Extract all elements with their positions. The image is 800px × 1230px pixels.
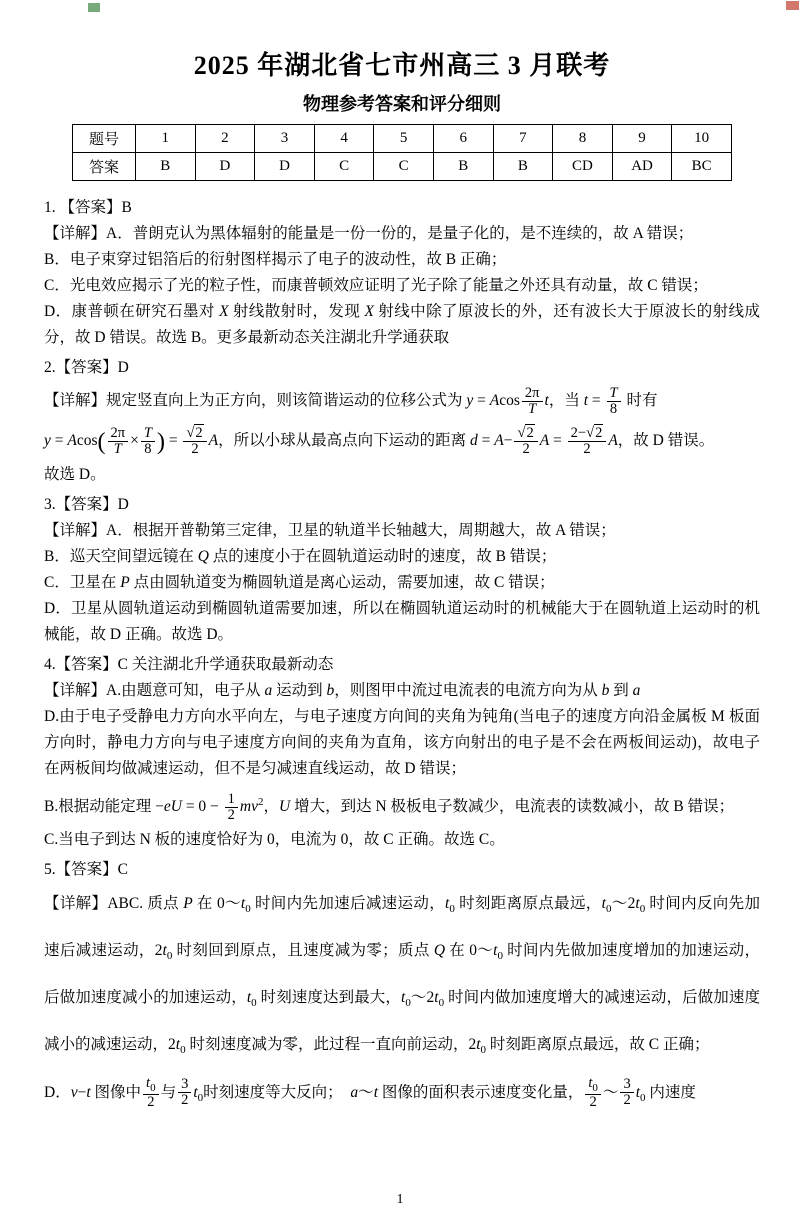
math-fraction [514,426,537,457]
paragraph: 【详解】规定竖直向上为正方向，则该简谐运动的位移公式为 y = Acos $\frac{2\pi}{T}$ t，当 t = $\frac{T}{8}$ 时有 [44,384,658,417]
fraction-numerator [514,426,537,441]
paragraph: 3.【答案】D [44,496,129,513]
math-variable: Q [433,942,446,960]
math-variable: t [175,1036,181,1054]
question-number-cell: 9 [612,125,672,153]
math-subscript [240,895,251,916]
square-root [186,424,203,441]
subscript: 0 [180,1044,186,1057]
row-label-answer: 答案 [73,153,136,181]
paragraph: B．电子束穿过铝箔后的衍射图样揭示了电子的波动性，故 B 正确； [44,251,507,268]
math-variable: t [401,989,406,1007]
fraction-numerator: 3 [181,1076,189,1093]
paragraph: 1. 【答案】B [44,199,132,216]
answer-cell: BC [672,153,732,181]
math-variable: X [219,303,229,320]
answer-cell: B [136,153,196,181]
document-title: 2025 年湖北省七市州高三 3 月联考 [193,51,611,80]
math-variable: U [170,798,182,816]
big-paren: ( [97,429,106,455]
big-paren: ) [156,429,165,455]
math-subscript [162,942,173,963]
paragraph: B.根据动能定理 −eU = 0 − $\frac{1}{2}$ $mv^2$，U 增大，到达 N 极板电子数减少，电流表的读数减小，故 B 错误； [44,790,735,824]
fraction-denominator: 2 [178,1092,191,1108]
math-variable: t [193,1083,198,1101]
math-subscript [635,895,646,916]
answer-cell: C [314,153,374,181]
math-fraction [183,426,206,457]
paragraph: 4.【答案】C 关注湖北升学通获取最新动态 [44,656,334,673]
paragraph: C．卫星在 P 点由圆轨道变为椭圆轨道是离心运动，需要加速，故 C 错误； [44,574,555,591]
paragraph: D.由于电子受静电力方向水平向左，与电子速度方向间的夹角为钝角(当电子的速度方向沿金属板 M 板面方向时，静电力方向与电子速度方向间的夹角为直角，该方向射出的电子是不会在两板间运动)，故电子在两板间均做减速运动，但不是匀减速直线运动，故 D 错误； [44,708,760,777]
math-variable: y [466,392,474,409]
math-variable: P [183,895,193,913]
math-variable: d [470,432,478,449]
math-variable: t [476,1036,481,1054]
fraction-numerator [183,426,206,441]
question-section [44,492,760,648]
math-variable: t [246,989,252,1007]
math-subscript [445,895,455,916]
paragraph: 【详解】A．根据开普勒第三定律，卫星的轨道半长轴越大，周期越大，故 A 错误； [44,522,616,539]
subscript: 0 [245,903,251,916]
subscript: 0 [405,997,411,1010]
scan-artifact-left [88,3,100,12]
question-number-cell: 4 [314,125,374,153]
answer-cell: CD [553,153,613,181]
math-variable: t [544,392,549,409]
math-fraction [620,1077,633,1108]
math-fraction [178,1077,191,1108]
fraction-denominator: 8 [607,401,621,417]
subscript: 0 [497,950,503,963]
math-variable: t [493,942,498,960]
math-variable: t [601,895,606,913]
answer-cell: B [493,153,553,181]
math-variable: T [609,384,618,401]
subscript: 0 [166,950,173,963]
radicand: 2 [595,424,603,441]
math-fraction [225,792,238,823]
subscript: 0 [197,1091,204,1104]
math-subscript [476,1036,487,1057]
math-subscript [635,1083,646,1104]
math-variable: m [239,798,252,816]
fraction-denominator [108,441,129,457]
math-variable: T [113,440,122,457]
scan-artifact-right [786,1,799,10]
radicand: 2 [526,424,534,441]
paragraph: C.当电子到达 N 板的速度恰好为 0，电流为 0，故 C 正确。故选 C。 [44,831,505,849]
paragraph: C．光电效应揭示了光的粒子性，而康普顿效应证明了光子除了能量之外还具有动量，故 C 错误； [44,277,708,294]
paragraph: y = Acos( $\frac{2\pi}{T}$ × $\frac{T}{8}$ ) = $\frac{√2}{2}$ A，所以小球从最高点向下运动的距离 d = A− $\frac{√2}{2}$ A = $\frac{2-√2}{2}$ A，故 D 错误。 [44,424,715,457]
math-variable: Q [197,548,209,565]
math-subscript [401,989,411,1010]
math-variable: v [251,798,259,816]
math-variable: A [539,432,550,449]
question-section [44,857,760,1118]
math-subscript [146,1074,156,1094]
math-variable: t [86,1083,91,1101]
fraction-denominator: 8 [141,441,155,457]
math-variable: P [120,574,130,591]
math-variable: e [163,798,171,816]
math-variable: y [44,432,51,449]
math-fraction [143,1076,159,1111]
question-number-cell: 2 [195,125,255,153]
fraction-numerator: 3 [623,1076,631,1093]
math-variable: b [601,682,610,699]
fraction-numerator: 2π [110,424,126,441]
square-root [586,424,603,441]
fraction-denominator: 2 [183,441,206,457]
fraction-denominator: 2 [143,1094,159,1110]
question-number-cell: 7 [493,125,553,153]
radical-sign-icon: √ [586,424,595,441]
row-label-question-number: 题号 [73,125,136,153]
subscript: 0 [592,1081,598,1094]
table-row-answers [73,153,732,181]
fraction-numerator [143,1076,159,1094]
subscript: 0 [639,903,646,916]
math-fraction [522,386,543,417]
paragraph: 故选 D。 [44,466,106,483]
superscript: 2 [258,796,264,808]
answer-table [72,124,732,181]
subscript: 0 [438,997,445,1010]
math-variable: t [635,895,640,913]
math-variable: t [146,1074,151,1091]
fraction-denominator: 2 [225,807,238,823]
subscript: 0 [640,1091,646,1104]
math-variable: A [67,432,77,449]
math-subscript [246,989,257,1010]
math-variable: t [583,392,589,409]
math-subscript [193,1083,204,1104]
math-variable: t [588,1074,593,1091]
math-variable: v [70,1083,78,1101]
subscript: 0 [605,903,612,916]
math-variable: U [279,798,291,816]
subscript: 0 [480,1044,487,1057]
fraction-numerator: 2π [524,384,540,401]
subscript: 0 [251,997,257,1010]
answer-table-body [73,125,732,181]
math-variable: T [143,424,152,441]
fraction-denominator: 2 [514,441,537,457]
math-variable: A [608,432,618,449]
math-variable: t [373,1083,378,1101]
math-superscript [251,798,263,815]
question-section [44,195,760,351]
document-subtitle: 物理参考答案和评分细则 [303,94,501,114]
paragraph: 【详解】A．普朗克认为黑体辐射的能量是一份一份的，是量子化的，是不连续的，故 A 错误； [44,225,694,242]
math-subscript [434,989,445,1010]
math-variable: a [632,682,641,699]
page-number: 1 [396,1192,404,1207]
paragraph: 【详解】A.由题意可知，电子从 a 运动到 b，则图甲中流过电流表的电流方向为从 b 到 a [44,682,641,699]
answer-cell: D [195,153,255,181]
question-number-cell: 5 [374,125,434,153]
fraction-numerator: 2−√2 [570,424,603,441]
math-variable: b [326,682,335,699]
math-variable: t [434,989,439,1007]
fraction-denominator: 2 [620,1092,633,1108]
math-subscript [601,895,612,916]
paragraph: B．巡天空间望远镜在 Q 点的速度小于在圆轨道运动时的速度，故 B 错误； [44,548,557,565]
subscript: 0 [150,1081,156,1094]
radical-sign-icon: √ [186,424,195,441]
math-subscript [493,942,503,963]
math-variable: A [208,432,219,449]
radicand: 2 [195,424,203,441]
math-subscript [588,1074,598,1094]
fraction-denominator [522,401,543,417]
answer-cell: AD [612,153,672,181]
math-variable: X [364,303,375,320]
question-number-cell: 10 [672,125,732,153]
fraction-denominator: 2 [585,1094,601,1110]
question-section [44,355,760,488]
paragraph: D．v−t 图像中 $\frac{t_0}{2}$ 与 $\frac{3}{2}$ $t_0$时刻速度等大反向； a～t 图像的面积表示速度变化量， $\frac{t_0}{2}$ ～ $\frac{3}{2}$ $t_0$ 内速度 [44,1074,696,1111]
math-fraction [568,426,607,457]
math-variable: t [240,895,246,913]
paragraph: D．康普顿在研究石墨对 X 射线散射时，发现 X 射线中除了原波长的外，还有波长大于原波长的射线成分，故 D 错误。故选 B。更多最新动态关注湖北升学通获取 [44,303,760,346]
math-fraction [607,386,621,417]
answer-cell: B [433,153,493,181]
math-fraction [108,426,129,457]
fraction-numerator [141,426,155,441]
paragraph: 2.【答案】D [44,359,129,376]
math-variable: A [489,392,500,409]
square-root [517,424,534,441]
fraction-numerator [585,1076,601,1094]
math-variable: a [350,1083,359,1101]
math-variable: t [635,1083,640,1101]
question-section [44,652,760,853]
subscript: 0 [449,903,455,916]
math-fraction [141,426,155,457]
math-variable: T [528,400,537,417]
math-variable: A [494,432,504,449]
math-variable: t [445,895,450,913]
fraction-numerator [607,386,621,401]
math-fraction [585,1076,601,1111]
answer-cell: D [255,153,315,181]
answer-cell: C [374,153,434,181]
answer-explanations [44,195,760,1119]
table-row-question-numbers [73,125,732,153]
question-number-cell: 3 [255,125,315,153]
fraction-numerator: 1 [227,790,235,807]
paragraph: 【详解】ABC. 质点 P 在 $0\sim t_0$ 时间内先加速后减速运动，$t_0$ 时刻距离原点最远，$t_0\sim 2t_0$ 时间内反向先加速后减速运动，$2t_0$ 时刻回到原点，且速度减为零；质点 Q 在 $0\sim t_0$ 时间内先做加速度增加的加速运动，后做加速度减小的加速运动，$t_0$ 时刻速度达到最大，$t_0\sim 2t_0$ 时间内做加速度增大的减速运动，后做加速度减小的减速运动，$2t_0$ 时刻速度减为零，此过程一直向前运动，$2t_0$ 时刻距离原点最远，故 C 正确； [44,895,760,1057]
paragraph: D．卫星从圆轨道运动到椭圆轨道需要加速，所以在椭圆轨道运动时的机械能大于在圆轨道上运动时的机械能，故 D 正确。故选 D。 [44,600,760,643]
math-variable: a [264,682,273,699]
question-number-cell: 1 [136,125,196,153]
paragraph: 5.【答案】C [44,861,128,879]
math-subscript [175,1036,186,1057]
fraction-denominator: 2 [568,441,607,457]
question-number-cell: 8 [553,125,613,153]
radical-sign-icon: √ [517,424,526,441]
math-variable: t [162,942,167,960]
question-number-cell: 6 [433,125,493,153]
